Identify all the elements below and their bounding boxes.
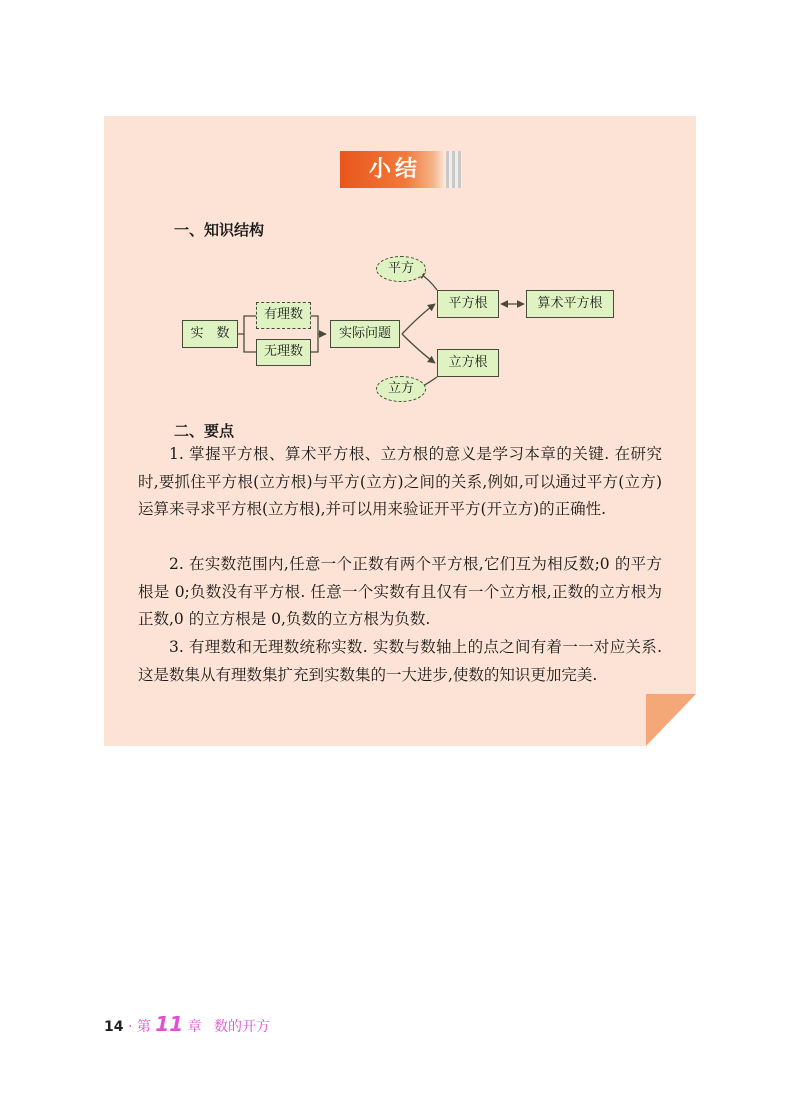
key-point-2: 2. 在实数范围内,任意一个正数有两个平方根,它们互为相反数;0 的平方根是 0;负数没有平方根. 任意一个实数有且仅有一个立方根,正数的立方根为正数,0 的立方根是 0,负数的立方根为负数. (138, 555, 662, 628)
practical-problem-box: 实际问题 (330, 320, 400, 348)
arrow-to-cube-root (402, 334, 435, 363)
connector-real-irrational (244, 334, 256, 352)
section-title: 小结 (368, 157, 421, 182)
knowledge-structure-heading: 一、知识结构 (174, 221, 265, 239)
arithmetic-square-root-box: 算术平方根 (526, 290, 614, 318)
page-number: 14 (104, 1019, 124, 1035)
chapter-title: 数的开方 (214, 1019, 271, 1035)
footer-dot: · (127, 1019, 133, 1035)
chapter-number: 11 (155, 1012, 184, 1036)
square-ellipse: 平方 (376, 256, 426, 282)
rational-number-box: 有理数 (256, 302, 311, 329)
real-number-box: 实 数 (182, 320, 238, 348)
key-point-1: 1. 掌握平方根、算术平方根、立方根的意义是学习本章的关键. 在研究时,要抓住平方根(立方根)与平方(立方)之间的关系,例如,可以通过平方(立方)运算来寻求平方根(立方根),并可以用来验证开平方(开立方)的正确性. (138, 445, 662, 518)
key-point-3: 3. 有理数和无理数统称实数. 实数与数轴上的点之间有着一一对应关系. 这是数集从有理数集扩充到实数集的一大进步,使数的知识更加完美. (138, 638, 662, 684)
cube-ellipse: 立方 (376, 376, 426, 402)
square-root-box: 平方根 (437, 290, 499, 318)
page-footer (104, 1012, 270, 1036)
cube-root-box: 立方根 (437, 349, 499, 377)
connector-real-rational (238, 316, 256, 334)
chapter-prefix: 第 (136, 1019, 151, 1035)
irrational-number-box: 无理数 (256, 339, 311, 366)
arrow-to-square-root (402, 304, 435, 334)
chapter-suffix: 章 (187, 1019, 202, 1035)
key-points-heading: 二、要点 (174, 422, 235, 440)
connector-merge (311, 316, 318, 352)
